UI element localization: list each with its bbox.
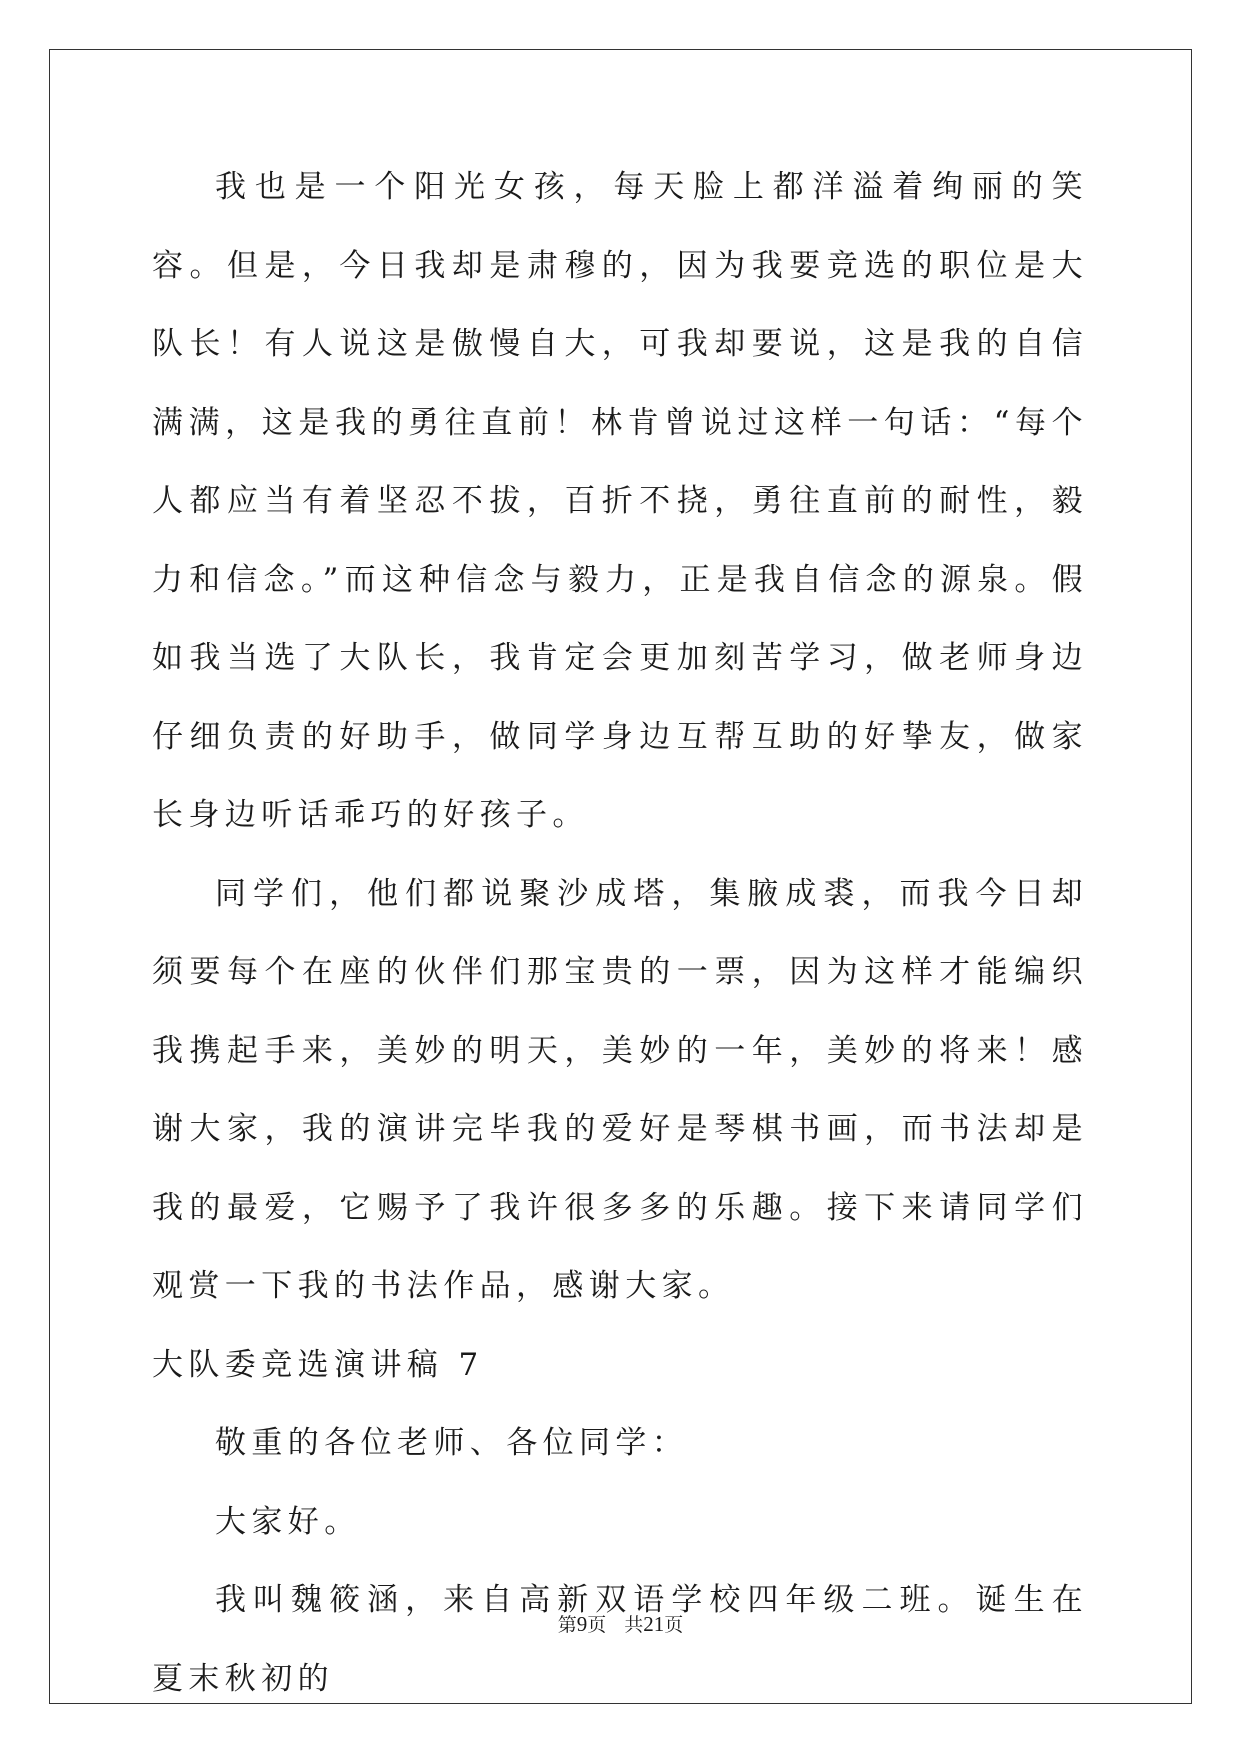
total-prefix: 共 [624,1614,644,1636]
greeting: 大家好。 [215,1503,361,1540]
paragraph-2: 同学们，他们都说聚沙成塔，集腋成裘，而我今日却须要每个在座的伙伴们那宝贵的一票，因为这样才能编织我携起手来，美妙的明天，美妙的一年，美妙的将来！感谢大家，我的演讲完毕我的爱好是琴棋书画，而书法却是我的最爱，它赐予了我许很多多的乐趣。接下来请同学们观赏一下我的书法作品，感谢大家。 [152,875,1088,1304]
section-heading: 大队委竞选演讲稿 7 [152,1346,484,1383]
paragraph-intro: 我叫魏筱涵，来自高新双语学校四年级二班。诞生在夏末秋初的 [152,1582,1088,1697]
page-current: 9 [576,1612,588,1636]
salutation: 敬重的各位老师、各位同学： [215,1425,689,1461]
page-suffix: 页 [587,1614,607,1636]
page-footer [0,1612,1241,1637]
total-suffix: 页 [664,1614,684,1636]
document-body [152,148,1088,1718]
page-prefix: 第 [557,1614,577,1636]
paragraph-1: 我也是一个阳光女孩，每天脸上都洋溢着绚丽的笑容。但是，今日我却是肃穆的，因为我要竞选的职位是大队长！有人说这是傲慢自大，可我却要说，这是我的自信满满，这是我的勇往直前！林肯曾说过这样一句话：“每个人都应当有着坚忍不拔，百折不挠，勇往直前的耐性，毅力和信念。”而这种信念与毅力，正是我自信念的源泉。假如我当选了大队长，我肯定会更加刻苦学习，做老师身边仔细负责的好助手，做同学身边互帮互助的好挚友，做家长身边听话乖巧的好孩子。 [152,169,1088,833]
page-total: 21 [643,1612,665,1636]
